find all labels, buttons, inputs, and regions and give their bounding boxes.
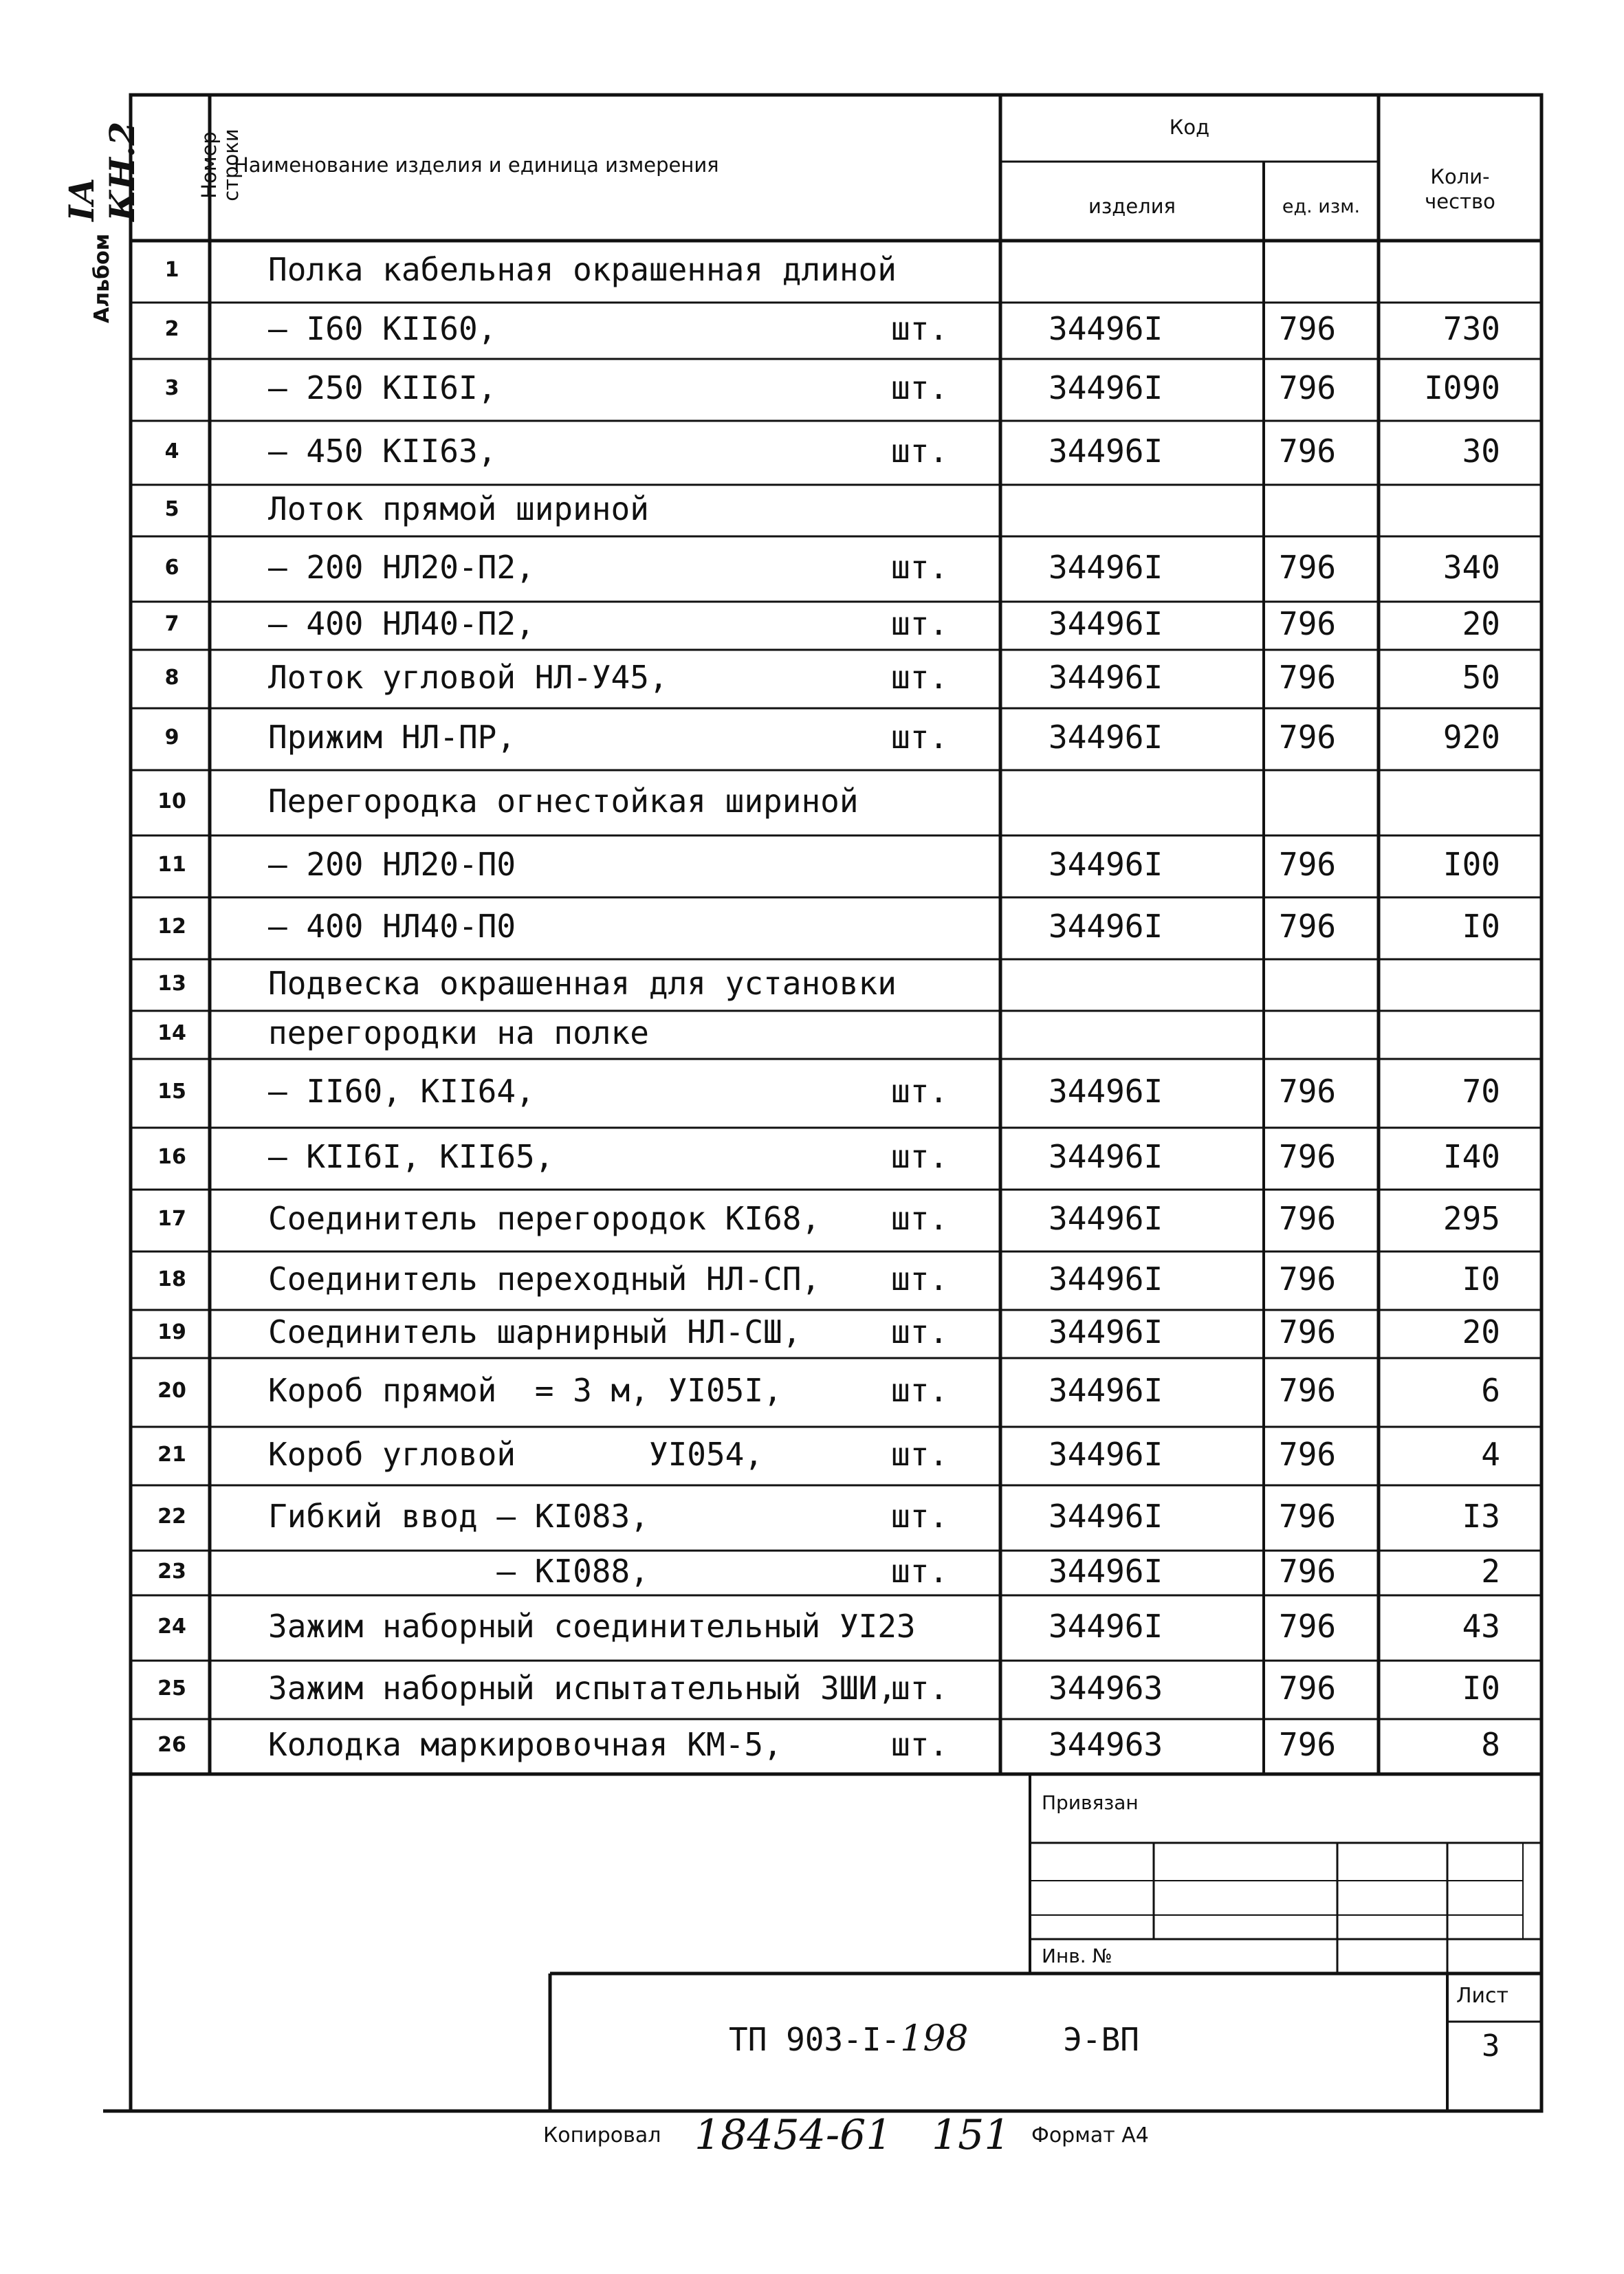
header-unit-code: ед. изм. bbox=[1282, 195, 1361, 217]
item-name: – КI088, bbox=[268, 1552, 649, 1590]
row-number: 9 bbox=[164, 725, 179, 750]
item-unit: шт. bbox=[891, 719, 949, 756]
sheet-number: 3 bbox=[1482, 2029, 1500, 2064]
attached-label: Привязан bbox=[1042, 1791, 1139, 1814]
item-unit: шт. bbox=[891, 369, 949, 406]
row-number: 15 bbox=[157, 1080, 186, 1104]
unit-code: 796 bbox=[1279, 1200, 1337, 1237]
item-name: – 400 НЛ40-П0 bbox=[268, 908, 516, 945]
item-name: – 400 НЛ40-П2, bbox=[268, 605, 535, 642]
document-code: Э-ВП bbox=[1063, 2021, 1139, 2058]
item-name: – КII6I, КII65, bbox=[268, 1138, 554, 1175]
item-name: Соединитель шарнирный НЛ-СШ, bbox=[268, 1313, 802, 1351]
item-code: 34496I bbox=[1049, 432, 1163, 470]
header-quantity: Коли- чество bbox=[1425, 165, 1495, 213]
item-unit: шт. bbox=[891, 1669, 949, 1707]
row-number: 17 bbox=[157, 1207, 186, 1231]
designation-hand: 198 bbox=[900, 2018, 969, 2059]
item-name: – 450 КII63, bbox=[268, 432, 497, 470]
item-code: 344963 bbox=[1049, 1726, 1163, 1763]
item-name: Соединитель переходный НЛ-СП, bbox=[268, 1260, 821, 1298]
item-unit: шт. bbox=[891, 310, 949, 347]
item-name: – I60 КII60, bbox=[268, 310, 497, 347]
item-name: Зажим наборный соединительный УI23 bbox=[268, 1607, 916, 1645]
copy-page: 151 bbox=[932, 2111, 1011, 2159]
item-quantity: 8 bbox=[1481, 1726, 1500, 1763]
item-name: Соединитель перегородок КI68, bbox=[268, 1200, 821, 1237]
item-unit: шт. bbox=[891, 1726, 949, 1763]
unit-code: 796 bbox=[1279, 369, 1337, 406]
item-name: Колодка маркировочная КМ-5, bbox=[268, 1726, 782, 1763]
unit-code: 796 bbox=[1279, 846, 1337, 883]
item-name: Лоток угловой НЛ-У45, bbox=[268, 658, 668, 696]
item-code: 34496I bbox=[1049, 310, 1163, 347]
item-unit: шт. bbox=[891, 548, 949, 586]
row-number: 13 bbox=[157, 971, 186, 996]
row-number: 18 bbox=[157, 1267, 186, 1291]
item-code: 34496I bbox=[1049, 846, 1163, 883]
row-number: 21 bbox=[157, 1442, 186, 1467]
unit-code: 796 bbox=[1279, 1607, 1337, 1645]
item-code: 34496I bbox=[1049, 908, 1163, 945]
item-unit: шт. bbox=[891, 1552, 949, 1590]
designation-print: ТП 903-I- bbox=[729, 2021, 901, 2058]
item-code: 34496I bbox=[1049, 1372, 1163, 1409]
item-code: 34496I bbox=[1049, 369, 1163, 406]
unit-code: 796 bbox=[1279, 719, 1337, 756]
item-quantity: 20 bbox=[1462, 1313, 1500, 1351]
copy-number: 18454-61 bbox=[694, 2111, 892, 2159]
item-unit: шт. bbox=[891, 1372, 949, 1409]
item-unit: шт. bbox=[891, 432, 949, 470]
item-quantity: 295 bbox=[1442, 1200, 1500, 1237]
unit-code: 796 bbox=[1279, 1726, 1337, 1763]
album-label-text: Альбом bbox=[89, 233, 114, 323]
item-quantity: 730 bbox=[1442, 310, 1500, 347]
item-code: 34496I bbox=[1049, 1435, 1163, 1473]
header-code: Код bbox=[1169, 116, 1210, 139]
unit-code: 796 bbox=[1279, 548, 1337, 586]
unit-code: 796 bbox=[1279, 1313, 1337, 1351]
item-code: 34496I bbox=[1049, 1260, 1163, 1298]
unit-code: 796 bbox=[1279, 658, 1337, 696]
item-unit: шт. bbox=[891, 658, 949, 696]
unit-code: 796 bbox=[1279, 908, 1337, 945]
row-number: 25 bbox=[157, 1676, 186, 1701]
row-number: 5 bbox=[164, 496, 179, 521]
sheet-label: Лист bbox=[1456, 1984, 1509, 2008]
row-number: 23 bbox=[157, 1559, 186, 1584]
item-code: 34496I bbox=[1049, 1607, 1163, 1645]
row-number: 7 bbox=[164, 612, 179, 636]
row-number: 14 bbox=[157, 1021, 186, 1045]
item-unit: шт. bbox=[891, 1497, 949, 1535]
item-quantity: 30 bbox=[1462, 432, 1500, 470]
item-code: 34496I bbox=[1049, 1200, 1163, 1237]
item-quantity: 20 bbox=[1462, 605, 1500, 642]
row-number: 26 bbox=[157, 1733, 186, 1757]
item-name: перегородки на полке bbox=[268, 1014, 649, 1051]
unit-code: 796 bbox=[1279, 1260, 1337, 1298]
item-quantity: I0 bbox=[1462, 908, 1500, 945]
item-quantity: 70 bbox=[1462, 1073, 1500, 1110]
header-name: Наименование изделия и единица измерения bbox=[234, 153, 719, 177]
item-name: Подвеска окрашенная для установки bbox=[268, 964, 897, 1002]
item-quantity: I40 bbox=[1442, 1138, 1500, 1175]
unit-code: 796 bbox=[1279, 1497, 1337, 1535]
item-code: 34496I bbox=[1049, 1138, 1163, 1175]
item-code: 34496I bbox=[1049, 1313, 1163, 1351]
row-number: 16 bbox=[157, 1145, 186, 1169]
row-number: 6 bbox=[164, 555, 179, 580]
item-name: Зажим наборный испытательный ЗШИ, bbox=[268, 1669, 897, 1707]
item-name: Гибкий ввод – КI083, bbox=[268, 1497, 649, 1535]
item-name: – 200 НЛ20-П2, bbox=[268, 548, 535, 586]
item-quantity: 43 bbox=[1462, 1607, 1500, 1645]
unit-code: 796 bbox=[1279, 432, 1337, 470]
item-quantity: I00 bbox=[1442, 846, 1500, 883]
item-quantity: 340 bbox=[1442, 548, 1500, 586]
row-number: 4 bbox=[164, 439, 179, 463]
item-name: Короб прямой = 3 м, УI05I, bbox=[268, 1372, 782, 1409]
item-code: 34496I bbox=[1049, 658, 1163, 696]
item-unit: шт. bbox=[891, 1138, 949, 1175]
unit-code: 796 bbox=[1279, 310, 1337, 347]
item-code: 34496I bbox=[1049, 1073, 1163, 1110]
row-number: 22 bbox=[157, 1504, 186, 1529]
item-code: 34496I bbox=[1049, 1552, 1163, 1590]
row-number: 24 bbox=[157, 1614, 186, 1639]
unit-code: 796 bbox=[1279, 605, 1337, 642]
item-unit: шт. bbox=[891, 1313, 949, 1351]
row-number: 12 bbox=[157, 915, 186, 939]
item-unit: шт. bbox=[891, 1435, 949, 1473]
item-name: Полка кабельная окрашенная длиной bbox=[268, 251, 897, 288]
item-code: 34496I bbox=[1049, 719, 1163, 756]
format-label: Формат А4 bbox=[1031, 2123, 1149, 2147]
unit-code: 796 bbox=[1279, 1552, 1337, 1590]
item-name: – 250 КII6I, bbox=[268, 369, 497, 406]
item-name: – 200 НЛ20-П0 bbox=[268, 846, 516, 883]
header-item-code: изделия bbox=[1088, 195, 1176, 218]
item-unit: шт. bbox=[891, 605, 949, 642]
document-designation bbox=[729, 2018, 1139, 2059]
header-line-number: Номер строки bbox=[197, 129, 243, 201]
unit-code: 796 bbox=[1279, 1435, 1337, 1473]
item-quantity: I0 bbox=[1462, 1669, 1500, 1707]
unit-code: 796 bbox=[1279, 1073, 1337, 1110]
item-code: 34496I bbox=[1049, 605, 1163, 642]
album-number: IА КН.2 bbox=[61, 121, 142, 221]
unit-code: 796 bbox=[1279, 1138, 1337, 1175]
row-number: 10 bbox=[157, 789, 186, 813]
row-number: 11 bbox=[157, 853, 186, 877]
item-unit: шт. bbox=[891, 1200, 949, 1237]
unit-code: 796 bbox=[1279, 1372, 1337, 1409]
item-unit: шт. bbox=[891, 1260, 949, 1298]
inventory-number-label: Инв. № bbox=[1042, 1945, 1112, 1967]
item-name: Перегородка огнестойкая шириной bbox=[268, 782, 859, 820]
item-quantity: 920 bbox=[1442, 719, 1500, 756]
row-number: 20 bbox=[157, 1379, 186, 1403]
item-code: 34496I bbox=[1049, 1497, 1163, 1535]
item-quantity: I0 bbox=[1462, 1260, 1500, 1298]
item-quantity: 2 bbox=[1481, 1552, 1500, 1590]
unit-code: 796 bbox=[1279, 1669, 1337, 1707]
item-quantity: I090 bbox=[1424, 369, 1500, 406]
item-quantity: 4 bbox=[1481, 1435, 1500, 1473]
item-quantity: 6 bbox=[1481, 1372, 1500, 1409]
item-name: Лоток прямой шириной bbox=[268, 490, 649, 527]
item-quantity: I3 bbox=[1462, 1497, 1500, 1535]
row-number: 1 bbox=[164, 258, 179, 282]
row-number: 3 bbox=[164, 376, 179, 400]
item-name: – II60, КII64, bbox=[268, 1073, 535, 1110]
row-number: 8 bbox=[164, 665, 179, 690]
row-number: 2 bbox=[164, 317, 179, 341]
copied-label: Копировал bbox=[543, 2123, 661, 2147]
item-quantity: 50 bbox=[1462, 658, 1500, 696]
row-number: 19 bbox=[157, 1320, 186, 1344]
item-name: Прижим НЛ-ПР, bbox=[268, 719, 516, 756]
album-label bbox=[61, 89, 142, 323]
item-code: 344963 bbox=[1049, 1669, 1163, 1707]
item-unit: шт. bbox=[891, 1073, 949, 1110]
item-code: 34496I bbox=[1049, 548, 1163, 586]
item-name: Короб угловой УI054, bbox=[268, 1435, 764, 1473]
